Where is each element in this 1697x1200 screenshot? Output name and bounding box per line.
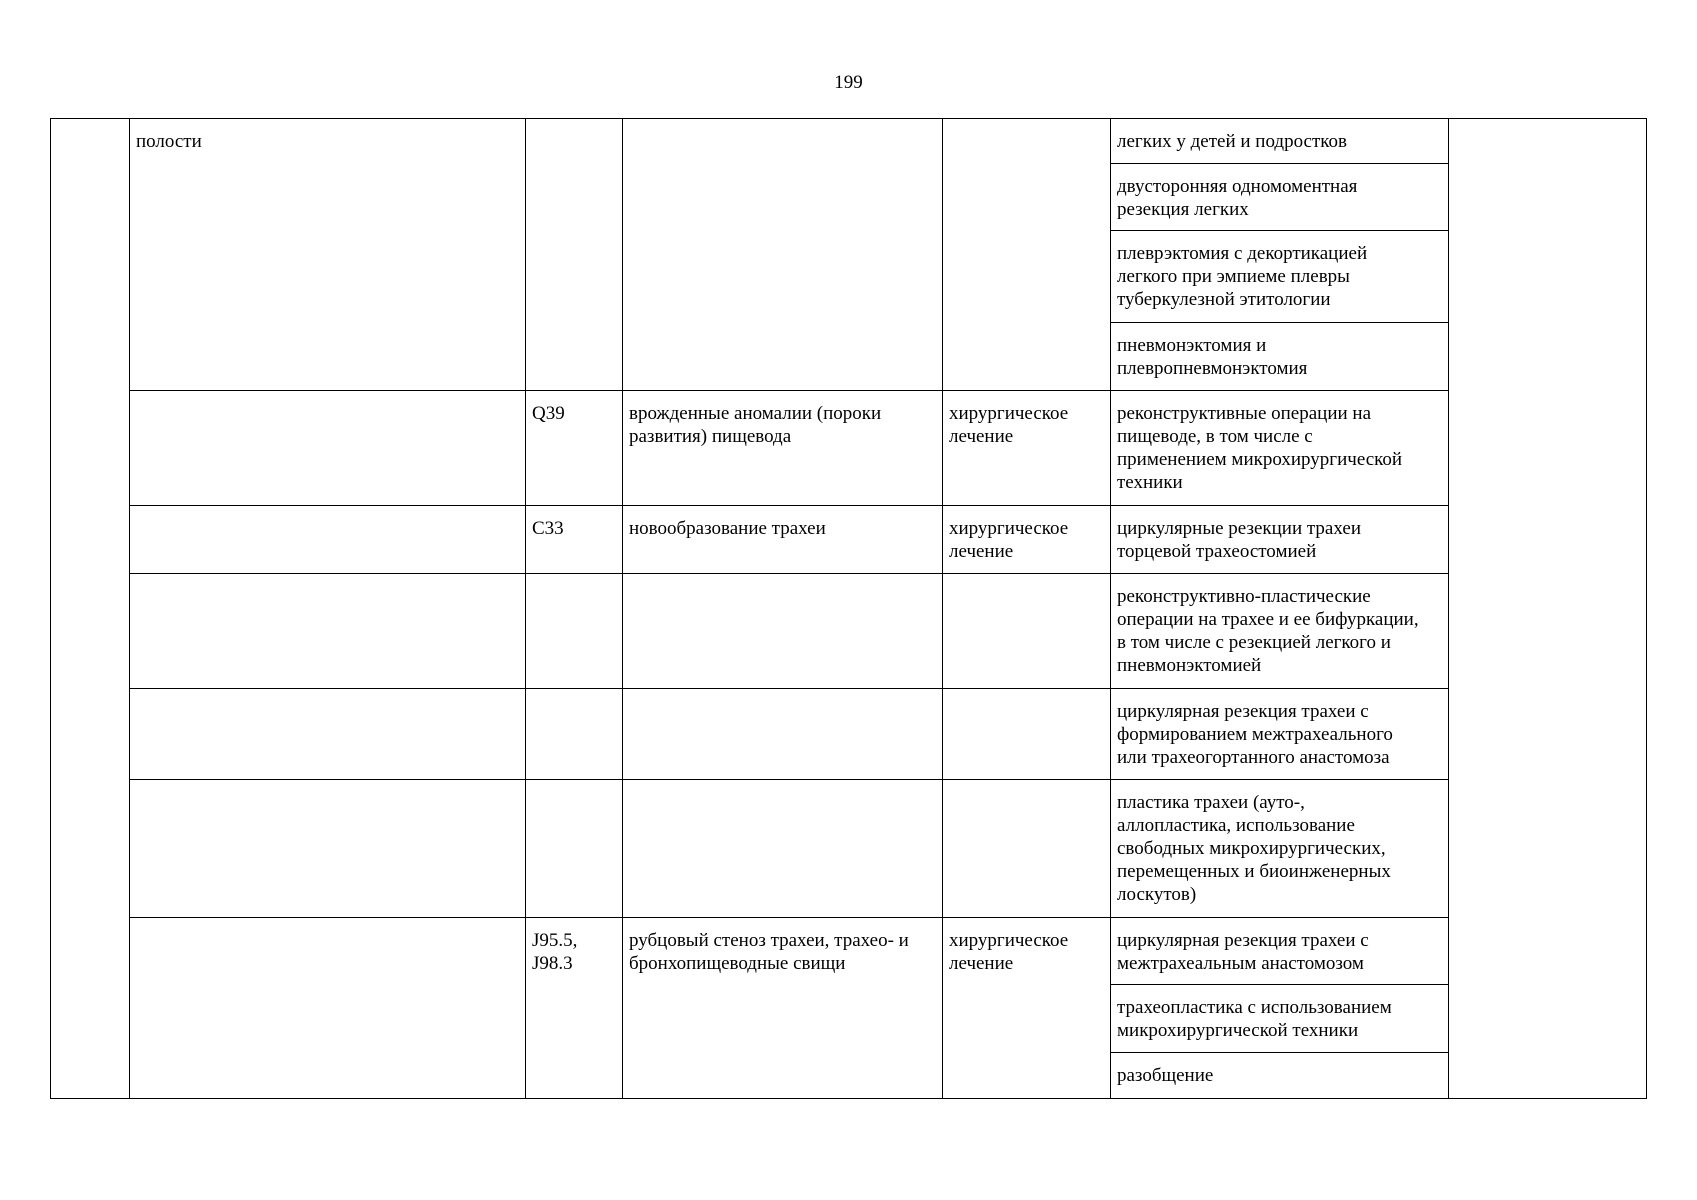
icd-code-cell [525,390,623,506]
group-name-cell [129,779,526,918]
group-name-cell-text: полости [136,131,202,152]
treatment-method-cell [1110,390,1449,506]
diagnosis-cell [622,390,943,506]
treatment-type-cell [942,917,1111,1099]
treatment-method-cell [1110,779,1449,918]
group-name-cell [129,505,526,574]
treatment-type-cell [942,390,1111,506]
group-name-cell [129,917,526,1099]
diagnosis-cell [622,573,943,689]
diagnosis-cell [622,118,943,391]
diagnosis-cell [622,688,943,780]
icd-code-cell [525,688,623,780]
treatment-method-cell-text: двусторонняя одномоментная резекция легких [1117,176,1358,220]
treatment-method-cell [1110,1052,1449,1099]
diagnosis-cell [622,505,943,574]
treatment-method-cell-text: реконструктивно-пластические операции на трахее и ее бифуркации, в том числе с резекцией легкого и пневмонэктомией [1117,586,1419,676]
row-number-column [50,118,130,1099]
treatment-method-cell [1110,984,1449,1053]
treatment-method-cell-text: циркулярная резекция трахеи с формированием межтрахеального или трахеогортанного анастомоза [1117,701,1393,768]
diagnosis-cell-text: новообразование трахеи [629,518,826,539]
icd-code-cell-text: C33 [532,518,564,539]
icd-code-cell [525,505,623,574]
icd-code-cell [525,118,623,391]
diagnosis-cell-text: рубцовый стеноз трахеи, трахео- и бронхопищеводные свищи [629,930,909,974]
treatment-method-cell [1110,118,1449,164]
treatment-method-cell [1110,917,1449,985]
treatment-method-cell [1110,230,1449,323]
treatment-method-cell-text: плеврэктомия с декортикацией легкого при эмпиеме плевры туберкулезной этитологии [1117,243,1368,310]
treatment-type-cell-text: хирургическое лечение [949,930,1069,974]
treatment-type-cell [942,688,1111,780]
treatment-type-cell-text: хирургическое лечение [949,403,1069,447]
diagnosis-cell-text: врожденные аномалии (пороки развития) пищевода [629,403,882,447]
diagnosis-cell [622,917,943,1099]
treatment-method-cell-text: легких у детей и подростков [1117,131,1348,152]
treatment-method-cell [1110,163,1449,231]
treatment-type-cell [942,505,1111,574]
treatment-method-cell-text: реконструктивные операции на пищеводе, в том числе с применением микрохирургической техники [1117,403,1403,493]
treatment-method-cell [1110,322,1449,391]
treatment-method-cell-text: циркулярная резекция трахеи с межтрахеальным анастомозом [1117,930,1369,974]
model-column [1448,118,1647,1099]
group-name-cell [129,688,526,780]
icd-code-cell [525,917,623,1099]
treatment-method-cell-text: пластика трахеи (ауто-, аллопластика, использование свободных микрохирургических, перемещенных и биоинженерных лоскутов) [1117,792,1391,905]
treatment-type-cell [942,118,1111,391]
procedures-table [50,118,1646,1098]
treatment-type-cell [942,573,1111,689]
treatment-method-cell-text: разобщение [1117,1065,1214,1086]
group-name-cell [129,118,526,391]
treatment-method-cell-text: трахеопластика с использованием микрохирургической техники [1117,997,1392,1041]
treatment-method-cell-text: пневмонэктомия и плевропневмонэктомия [1117,335,1308,379]
icd-code-cell-text: Q39 [532,403,565,424]
icd-code-cell [525,779,623,918]
treatment-type-cell-text: хирургическое лечение [949,518,1069,562]
icd-code-cell-text: J95.5, J98.3 [532,930,578,974]
treatment-method-cell [1110,505,1449,574]
treatment-method-cell-text: циркулярные резекции трахеи торцевой трахеостомией [1117,518,1361,562]
treatment-method-cell [1110,573,1449,689]
group-name-cell [129,390,526,506]
page-number: 199 [834,72,863,93]
treatment-type-cell [942,779,1111,918]
diagnosis-cell [622,779,943,918]
group-name-cell [129,573,526,689]
icd-code-cell [525,573,623,689]
treatment-method-cell [1110,688,1449,780]
